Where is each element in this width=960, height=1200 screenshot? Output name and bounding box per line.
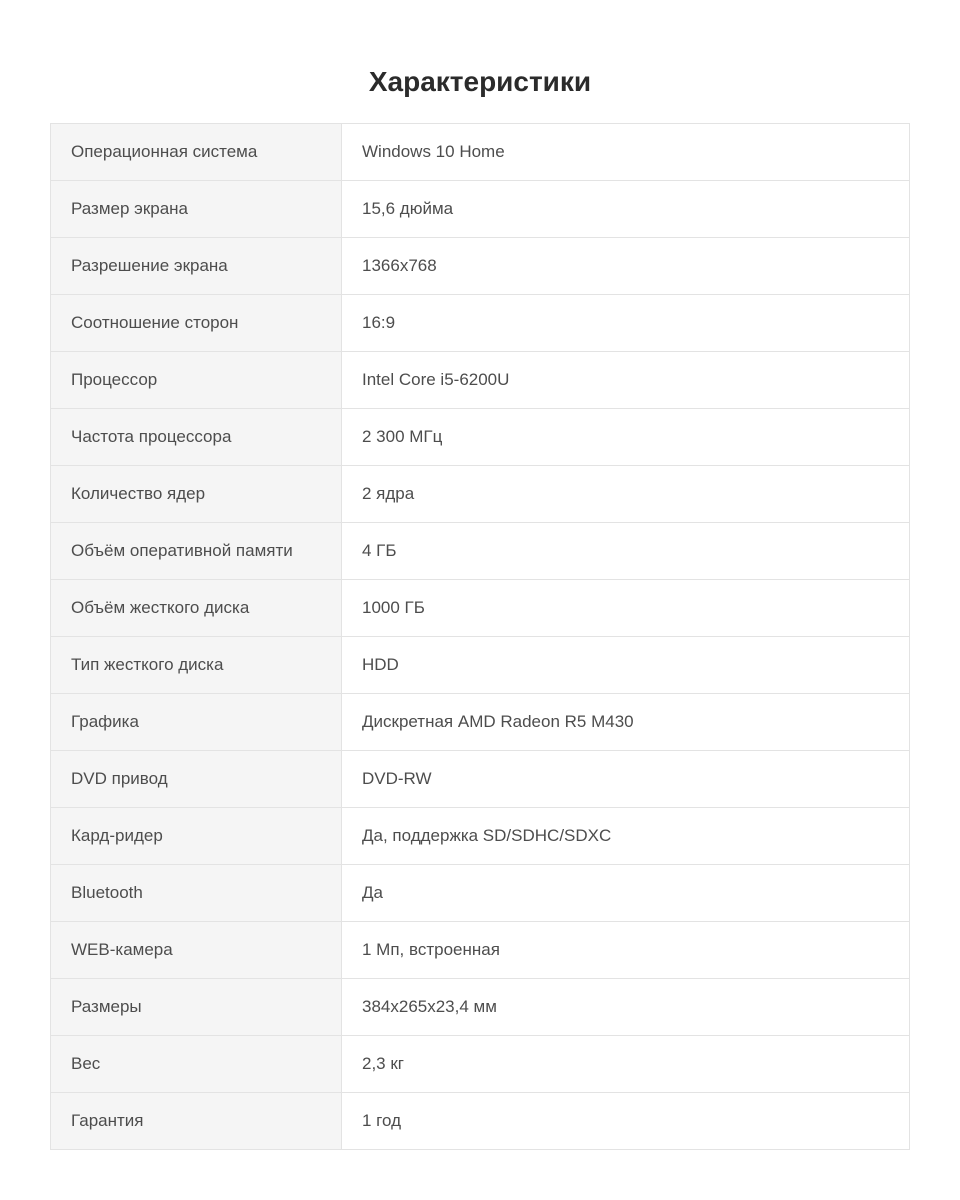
spec-label: Вес [51,1036,342,1093]
spec-row-webcam [51,922,910,979]
spec-value: Windows 10 Home [342,124,910,181]
spec-value: Да [342,865,910,922]
spec-label: Гарантия [51,1093,342,1150]
spec-row-weight [51,1036,910,1093]
page-title: Характеристики [368,65,592,97]
spec-row-dimensions [51,979,910,1036]
spec-label: Графика [51,694,342,751]
spec-label: Разрешение экрана [51,238,342,295]
spec-value: 2 ядра [342,466,910,523]
spec-value: 384x265x23,4 мм [342,979,910,1036]
spec-label: Количество ядер [51,466,342,523]
spec-row-resolution [51,238,910,295]
spec-row-os [51,124,910,181]
spec-label: Размер экрана [51,181,342,238]
spec-table-body [51,124,910,1150]
spec-value: Да, поддержка SD/SDHC/SDXC [342,808,910,865]
spec-label: Bluetooth [51,865,342,922]
spec-value: 4 ГБ [342,523,910,580]
spec-label: Кард-ридер [51,808,342,865]
spec-value: Intel Core i5-6200U [342,352,910,409]
spec-row-core-count [51,466,910,523]
spec-row-disk-type [51,637,910,694]
spec-value: 1 Мп, встроенная [342,922,910,979]
spec-value: 1 год [342,1093,910,1150]
spec-value: 1000 ГБ [342,580,910,637]
spec-table [50,123,910,1150]
spec-value: 15,6 дюйма [342,181,910,238]
spec-label: Объём жесткого диска [51,580,342,637]
spec-row-screen-size [51,181,910,238]
spec-row-processor [51,352,910,409]
spec-row-card-reader [51,808,910,865]
spec-label: Частота процессора [51,409,342,466]
spec-value: 2 300 МГц [342,409,910,466]
spec-label: WEB-камера [51,922,342,979]
spec-row-bluetooth [51,865,910,922]
spec-row-ram [51,523,910,580]
spec-label: Тип жесткого диска [51,637,342,694]
spec-value: HDD [342,637,910,694]
spec-row-cpu-frequency [51,409,910,466]
spec-label: Размеры [51,979,342,1036]
spec-value: 16:9 [342,295,910,352]
spec-value: 2,3 кг [342,1036,910,1093]
spec-label: Процессор [51,352,342,409]
spec-value: 1366x768 [342,238,910,295]
spec-value: DVD-RW [342,751,910,808]
spec-label: Операционная система [51,124,342,181]
spec-row-aspect-ratio [51,295,910,352]
spec-row-dvd-drive [51,751,910,808]
spec-row-warranty [51,1093,910,1150]
spec-label: Объём оперативной памяти [51,523,342,580]
spec-label: DVD привод [51,751,342,808]
spec-row-graphics [51,694,910,751]
spec-value: Дискретная AMD Radeon R5 M430 [342,694,910,751]
spec-row-disk-size [51,580,910,637]
spec-label: Соотношение сторон [51,295,342,352]
